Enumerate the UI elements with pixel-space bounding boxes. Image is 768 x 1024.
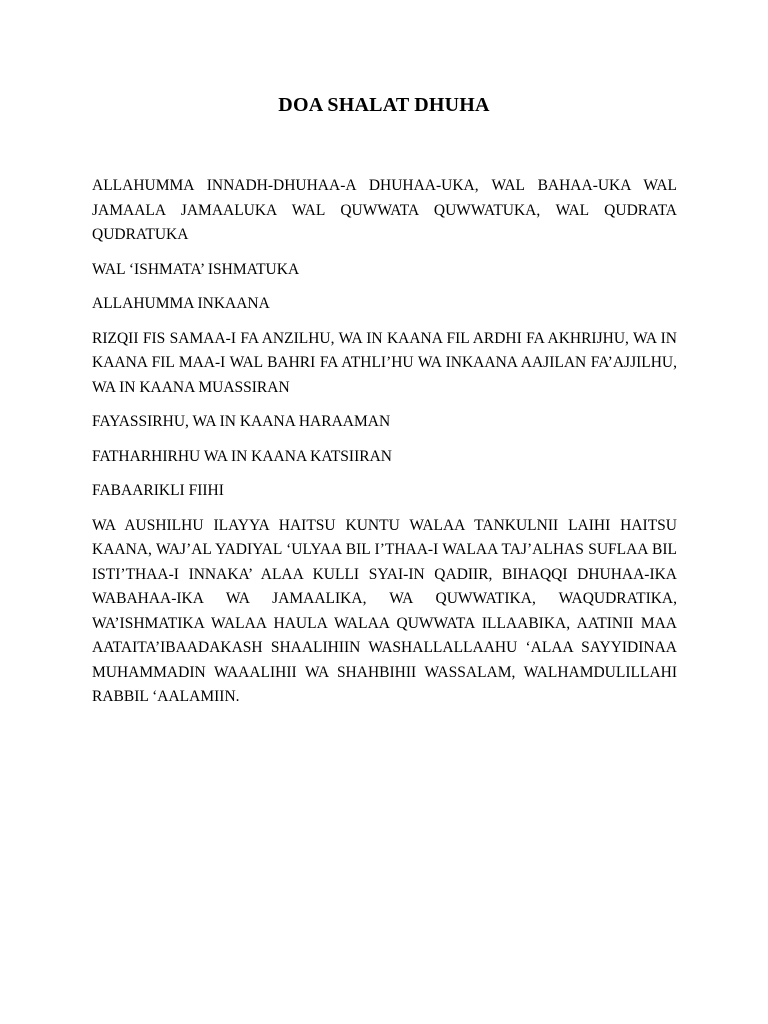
document-body (92, 174, 677, 720)
paragraph-4: RIZQII FIS SAMAA-I FA ANZILHU, WA IN KAANA FIL ARDHI FA AKHRIJHU, WA IN KAANA FIL MAA-I WAL BAHRI FA ATHLI’HU WA INKAANA AAJILAN FA’AJJILHU, WA IN KAANA MUASSIRAN (92, 329, 677, 396)
paragraph-5: FAYASSIRHU, WA IN KAANA HARAAMAN (92, 413, 391, 430)
paragraph-3: ALLAHUMMA INKAANA (92, 295, 270, 312)
paragraph-7: FABAARIKLI FIIHI (92, 482, 224, 499)
paragraph-8: WA AUSHILHU ILAYYA HAITSU KUNTU WALAA TANKULNII LAIHI HAITSU KAANA, WAJ’AL YADIYAL ‘ULYAA BIL I’THAA-I WALAA TAJ’ALHAS SUFLAA BIL ISTI’THAA-I INNAKA’ ALAA KULLI SYAI-IN QADIIR, BIHAQQI DHUHAA-IKA WABAHAA-IKA WA JAMAALIKA, WA QUWWATIKA, WAQUDRATIKA, WA’ISHMATIKA WALAA HAULA WALAA QUWWATA ILLAABIKA, AATINII MAA AATAITA’IBAADAKASH SHAALIHIIN WASHALLALLAAHU ‘ALAA SAYYIDINAA MUHAMMADIN WAAALIHII WA SHAHBIHII WASSALAM, WALHAMDULILLAHI RABBIL ‘AALAMIIN. (92, 516, 677, 705)
paragraph-1: ALLAHUMMA INNADH-DHUHAA-A DHUHAA-UKA, WAL BAHAA-UKA WAL JAMAALA JAMAALUKA WAL QUWWATA QUWWATUKA, WAL QUDRATA QUDRATUKA (92, 177, 677, 243)
document-title: DOA SHALAT DHUHA (278, 94, 490, 116)
paragraph-6: FATHARHIRHU WA IN KAANA KATSIIRAN (92, 447, 392, 465)
paragraph-2: WAL ‘ISHMATA’ ISHMATUKA (92, 260, 300, 278)
